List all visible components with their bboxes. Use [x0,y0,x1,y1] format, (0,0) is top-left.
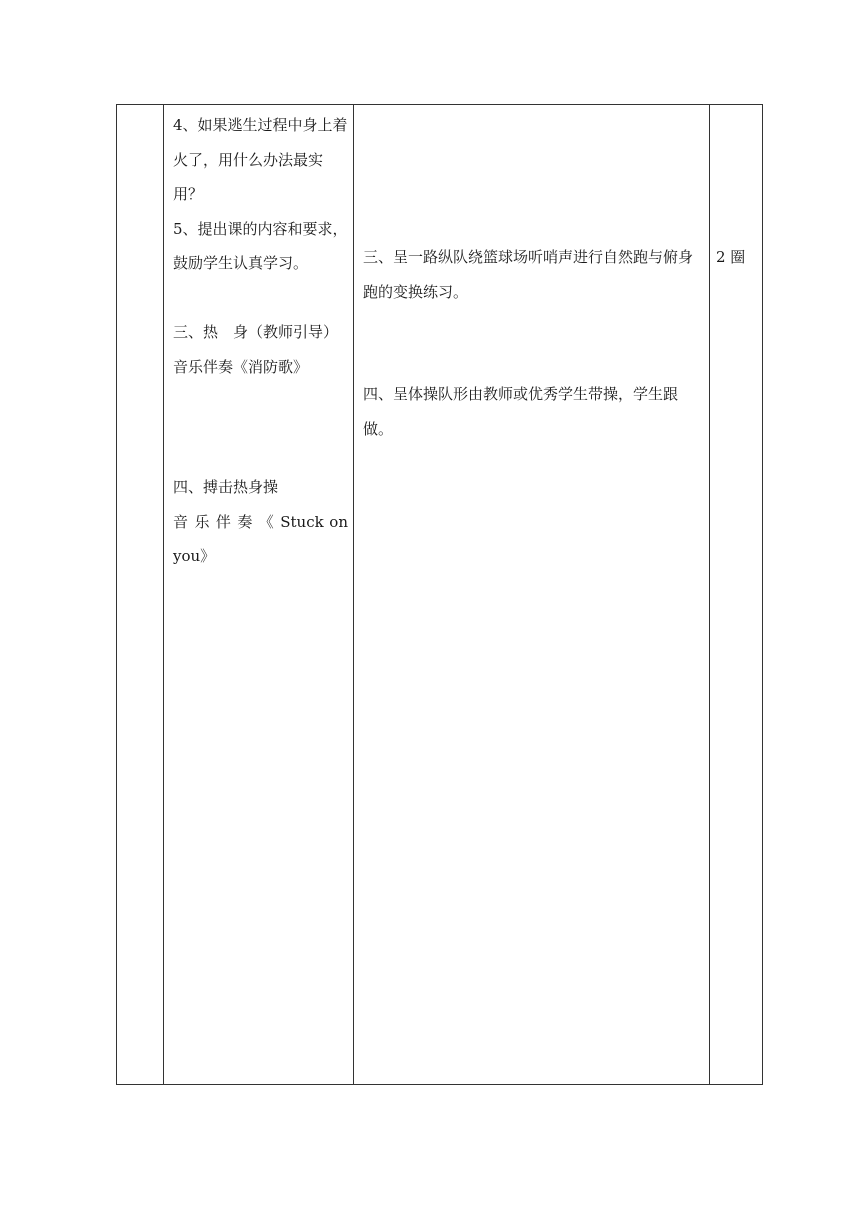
organization-cell [354,105,710,1084]
amount-item-3: 2 圈 [716,248,746,266]
teaching-activities-cell [164,105,354,1084]
amount-cell [710,105,764,1084]
boxing-warmup-music-line-2: you》 [173,547,216,565]
blank-column-cell [117,105,164,1084]
organization-item-3: 三、呈一路纵队绕篮球场听哨声进行自然跑与俯身跑的变换练习。 [363,248,694,301]
warmup-section-title: 三、热 身（教师引导） [173,323,339,341]
activity-item-5: 5、提出课的内容和要求，鼓励学生认真学习。 [173,219,348,272]
activity-item-4: 4、如果逃生过程中身上着火了，用什么办法最实用？ [173,116,348,203]
organization-item-4: 四、呈体操队形由教师或优秀学生带操，学生跟做。 [363,385,679,438]
boxing-warmup-title: 四、搏击热身操 [173,478,279,496]
warmup-music: 音乐伴奏《消防歌》 [173,357,309,376]
boxing-warmup-music-line-1: 音 乐 伴 奏 《 Stuck on [173,512,348,531]
lesson-plan-table [116,104,763,1085]
